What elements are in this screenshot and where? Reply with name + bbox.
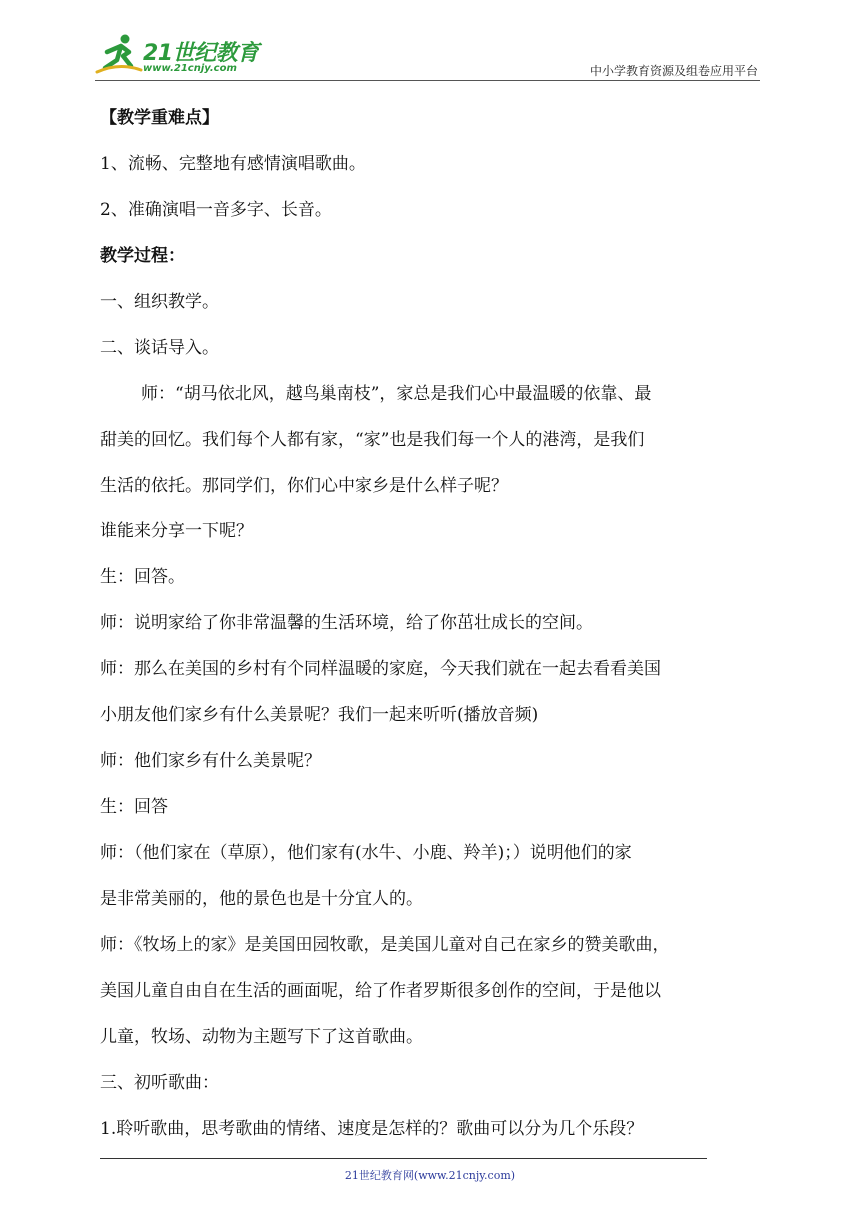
section-heading-process: 教学过程： [100, 246, 185, 266]
page-header [95, 30, 760, 80]
runner-logo-icon [95, 32, 143, 76]
paragraph-line: 1、流畅、完整地有感情演唱歌曲。 [100, 154, 366, 174]
paragraph-line: 师：那么在美国的乡村有个同样温暖的家庭，今天我们就在一起去看看美国 [100, 659, 661, 679]
paragraph-line: 二、谈话导入。 [100, 338, 219, 358]
platform-label: 中小学教育资源及组卷应用平台 [589, 64, 758, 78]
header-divider [95, 80, 760, 81]
paragraph-line: 小朋友他们家乡有什么美景呢？我们一起来听听(播放音频) [100, 705, 539, 725]
logo-url: www.21cnjy.com [143, 63, 237, 74]
footer-text: 21世纪教育网(www.21cnjy.com) [344, 1169, 516, 1182]
paragraph-line: 师：《牧场上的家》是美国田园牧歌，是美国儿童对自己在家乡的赞美歌曲， [100, 935, 670, 955]
paragraph-line: 师：他们家乡有什么美景呢？ [100, 751, 321, 771]
paragraph-line: 生活的依托。那同学们，你们心中家乡是什么样子呢？ [100, 476, 508, 496]
paragraph-line: 2、准确演唱一音多字、长音。 [100, 200, 332, 220]
paragraph-line: 生：回答 [100, 797, 168, 817]
paragraph-line: 一、组织教学。 [100, 292, 219, 312]
paragraph-line: 师：说明家给了你非常温馨的生活环境，给了你茁壮成长的空间。 [100, 613, 593, 633]
paragraph-line: 生：回答。 [100, 567, 185, 587]
logo-title: 21世纪教育 [143, 41, 259, 66]
paragraph-line: 儿童，牧场、动物为主题写下了这首歌曲。 [100, 1027, 423, 1047]
paragraph-line: 谁能来分享一下呢？ [100, 521, 253, 541]
section-heading-key-points: 【教学重难点】 [100, 108, 219, 128]
paragraph-line: 师：（他们家在（草原），他们家有(水牛、小鹿、羚羊)；）说明他们的家 [100, 843, 632, 863]
paragraph-line: 美国儿童自由自在生活的画面呢，给了作者罗斯很多创作的空间，于是他以 [100, 981, 661, 1001]
paragraph-line: 甜美的回忆。我们每个人都有家，“家”也是我们每一个人的港湾，是我们 [100, 430, 645, 450]
footer-divider [100, 1158, 707, 1159]
paragraph-line: 是非常美丽的，他的景色也是十分宜人的。 [100, 889, 423, 909]
paragraph-line: 三、初听歌曲： [100, 1073, 219, 1093]
paragraph-line: 师：“胡马依北风，越鸟巢南枝”，家总是我们心中最温暖的依靠、最 [141, 384, 652, 404]
paragraph-line: 1.聆听歌曲，思考歌曲的情绪、速度是怎样的？歌曲可以分为几个乐段？ [100, 1119, 644, 1139]
logo [95, 32, 265, 78]
